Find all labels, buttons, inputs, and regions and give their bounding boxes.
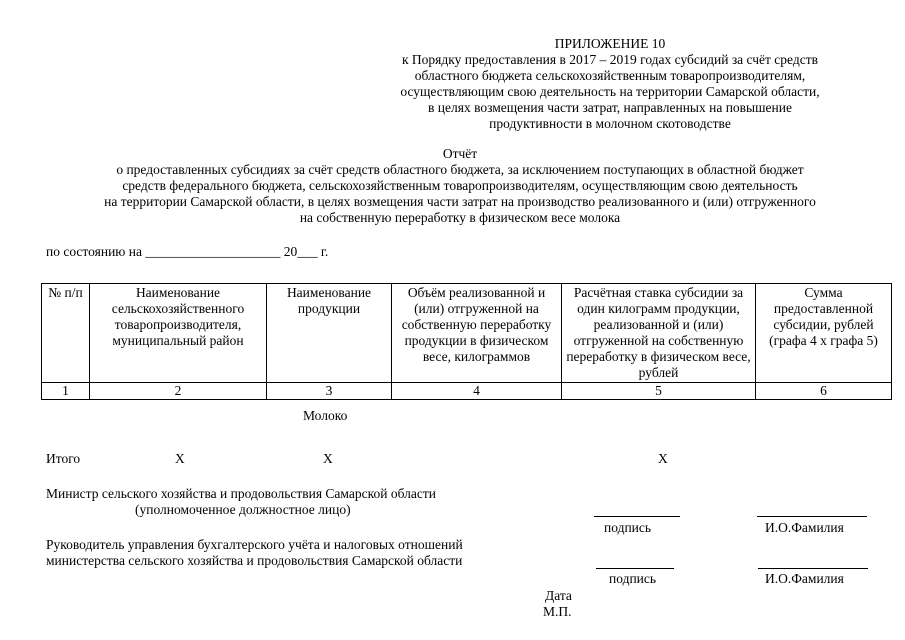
report-line: на территории Самарской области, в целях возмещения части затрат на производство реализованного и (или) отгруженного <box>104 194 816 209</box>
column-number: 4 <box>392 383 562 400</box>
annex-line: к Порядку предоставления в 2017 – 2019 годах субсидий за счёт средств <box>401 52 818 67</box>
report-line: на собственную переработку в физическом весе молока <box>299 210 621 225</box>
product-label: Молоко <box>303 408 348 423</box>
annex-title: ПРИЛОЖЕНИЕ 10 <box>554 36 666 51</box>
signatory-subtitle: министерства сельского хозяйства и продовольствия Самарской области <box>46 553 463 568</box>
header-cell-product: Наименование продукции <box>267 284 392 383</box>
report-block <box>20 146 900 226</box>
seal-label: М.П. <box>543 604 572 619</box>
header-cell-volume: Объём реализованной и (или) отгруженной на собственную переработку продукции в физическом весе, килограммов <box>392 284 562 383</box>
annex-block <box>330 36 890 132</box>
signature-line <box>594 516 680 517</box>
header-cell-number: № п/п <box>42 284 90 383</box>
annex-line: областного бюджета сельскохозяйственным товаропроизводителям, <box>414 68 806 83</box>
totals-mark: X <box>658 451 668 466</box>
signatory-title: Министр сельского хозяйства и продовольствия Самарской области <box>46 486 436 501</box>
column-number: 5 <box>562 383 756 400</box>
report-title: Отчёт <box>442 146 478 161</box>
annex-line: в целях возмещения части затрат, направленных на повышение <box>428 100 792 115</box>
signatory-subtitle: (уполномоченное должностное лицо) <box>135 502 351 517</box>
report-line: о предоставленных субсидиях за счёт средств областного бюджета, за исключением поступающих в областной бюджет <box>116 162 804 177</box>
column-number-row <box>42 383 892 400</box>
header-cell-amount: Сумма предоставленной субсидии, рублей (графа 4 x графа 5) <box>756 284 892 383</box>
name-line <box>758 568 868 569</box>
totals-mark: X <box>175 451 185 466</box>
signature-caption: подпись <box>604 520 652 535</box>
as-of-date-line: по состоянию на ____________________ 20___ г. <box>46 244 329 259</box>
totals-label: Итого <box>46 451 81 466</box>
subsidy-table <box>41 283 892 400</box>
totals-mark: X <box>323 451 333 466</box>
date-label: Дата <box>545 588 572 603</box>
column-number: 1 <box>42 383 90 400</box>
table-header-row <box>42 284 892 383</box>
signature-line <box>596 568 674 569</box>
column-number: 2 <box>90 383 267 400</box>
name-line <box>757 516 867 517</box>
name-caption: И.О.Фамилия <box>765 520 844 535</box>
name-caption: И.О.Фамилия <box>765 571 844 586</box>
signature-caption: подпись <box>609 571 657 586</box>
signatory-title: Руководитель управления бухгалтерского учёта и налоговых отношений <box>46 537 463 552</box>
header-cell-producer: Наименование сельскохозяйственного товаропроизводителя, муниципальный район <box>90 284 267 383</box>
column-number: 3 <box>267 383 392 400</box>
annex-line: продуктивности в молочном скотоводстве <box>489 116 731 131</box>
column-number: 6 <box>756 383 892 400</box>
header-cell-rate: Расчётная ставка субсидии за один килограмм продукции, реализованной и (или) отгруженной на собственную переработку в физическом весе, рублей <box>562 284 756 383</box>
annex-line: осуществляющим свою деятельность на территории Самарской области, <box>400 84 820 99</box>
report-line: средств федерального бюджета, сельскохозяйственным товаропроизводителям, осуществляющим свою деятельность <box>122 178 798 193</box>
